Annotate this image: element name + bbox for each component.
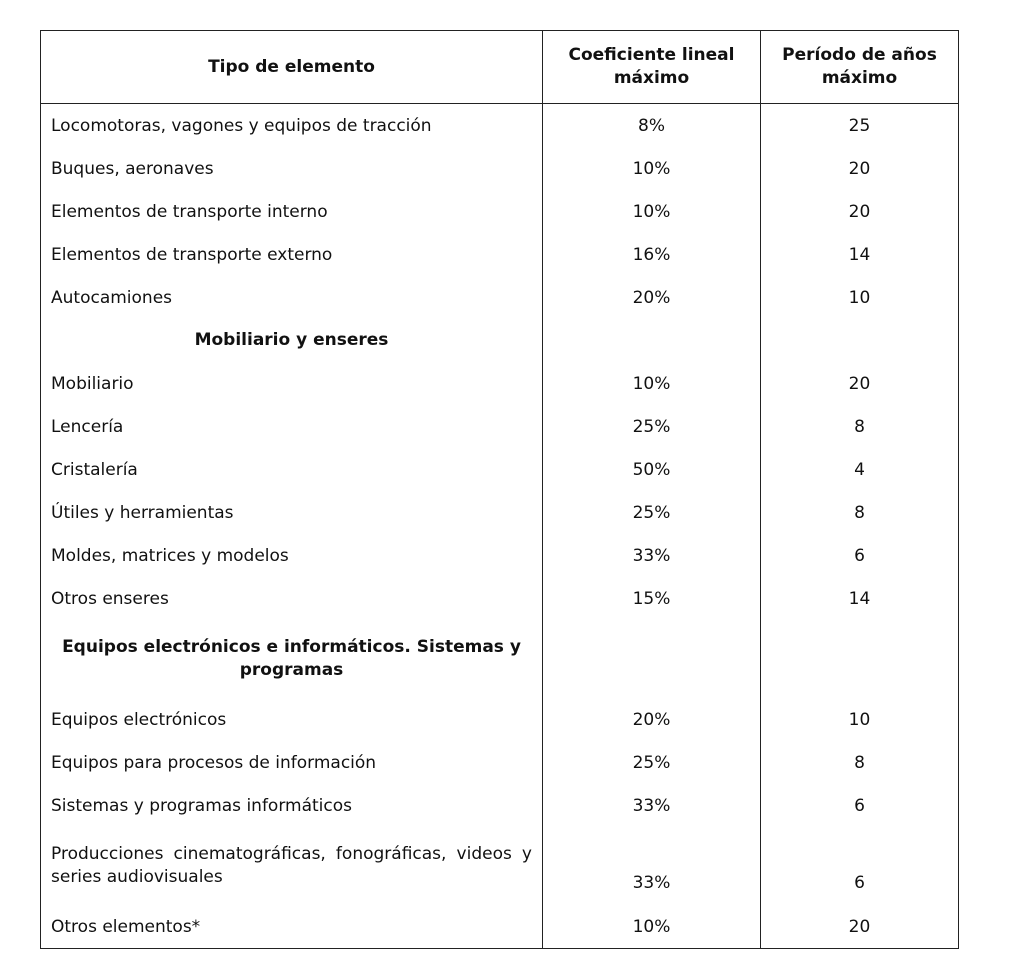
- coefficient-cell: 10%: [543, 190, 761, 233]
- section-empty-cell: [761, 620, 959, 698]
- section-row: [41, 319, 959, 362]
- element-type-cell: Mobiliario: [41, 362, 543, 405]
- years-cell: 20: [761, 190, 959, 233]
- years-cell: 10: [761, 698, 959, 741]
- header-row: [41, 31, 959, 104]
- coefficient-cell: 10%: [543, 905, 761, 949]
- element-type-cell: Equipos para procesos de información: [41, 741, 543, 784]
- table-row: [41, 741, 959, 784]
- depreciation-table-container: [40, 30, 958, 949]
- header-period-line1: Período de años: [782, 45, 937, 65]
- table-row: [41, 698, 959, 741]
- table-row: [41, 534, 959, 577]
- element-type-cell: Lencería: [41, 405, 543, 448]
- section-title: Mobiliario y enseres: [41, 319, 543, 362]
- header-coef-line2: máximo: [613, 68, 690, 88]
- years-cell: 25: [761, 104, 959, 148]
- coefficient-cell: 25%: [543, 405, 761, 448]
- table-row: [41, 784, 959, 827]
- element-type-cell: Sistemas y programas informáticos: [41, 784, 543, 827]
- element-type-cell: Elementos de transporte interno: [41, 190, 543, 233]
- table-row: [41, 233, 959, 276]
- table-row: [41, 905, 959, 949]
- table-row: [41, 491, 959, 534]
- section-empty-cell: [761, 319, 959, 362]
- header-periodo: [761, 31, 959, 104]
- table-row: [41, 147, 959, 190]
- element-type-cell: Útiles y herramientas: [41, 491, 543, 534]
- element-type-cell: Elementos de transporte externo: [41, 233, 543, 276]
- section-empty-cell: [543, 319, 761, 362]
- coefficient-cell: 16%: [543, 233, 761, 276]
- coefficient-cell: 8%: [543, 104, 761, 148]
- element-type-cell: Moldes, matrices y modelos: [41, 534, 543, 577]
- element-type-cell: Buques, aeronaves: [41, 147, 543, 190]
- coefficient-cell: 15%: [543, 577, 761, 620]
- element-type-cell: Otros elementos*: [41, 905, 543, 949]
- years-cell: 20: [761, 147, 959, 190]
- table-row: [41, 448, 959, 491]
- element-type-cell: Cristalería: [41, 448, 543, 491]
- coefficient-cell: 20%: [543, 698, 761, 741]
- years-cell: 4: [761, 448, 959, 491]
- years-cell: 8: [761, 405, 959, 448]
- element-type-cell: Locomotoras, vagones y equipos de tracción: [41, 104, 543, 148]
- years-cell: 6: [761, 784, 959, 827]
- element-type-cell: Equipos electrónicos: [41, 698, 543, 741]
- years-cell: 20: [761, 905, 959, 949]
- coefficient-cell: 25%: [543, 741, 761, 784]
- table-body: [41, 104, 959, 949]
- header-coeficiente: [543, 31, 761, 104]
- element-type-cell: Autocamiones: [41, 276, 543, 319]
- years-cell: 6: [761, 827, 959, 905]
- coefficient-cell: 50%: [543, 448, 761, 491]
- table-row: [41, 190, 959, 233]
- coefficient-cell: 33%: [543, 784, 761, 827]
- coefficient-cell: 25%: [543, 491, 761, 534]
- header-coef-line1: Coeficiente lineal: [568, 45, 735, 65]
- coefficient-cell: 20%: [543, 276, 761, 319]
- years-cell: 8: [761, 741, 959, 784]
- years-cell: 14: [761, 233, 959, 276]
- table-row: [41, 827, 959, 905]
- depreciation-table: [40, 30, 959, 949]
- element-type-cell: Producciones cinematográficas, fonográficas, videos y series audiovisuales: [41, 827, 543, 905]
- header-period-line2: máximo: [821, 68, 898, 88]
- table-row: [41, 104, 959, 148]
- coefficient-cell: 10%: [543, 362, 761, 405]
- coefficient-cell: 10%: [543, 147, 761, 190]
- table-row: [41, 362, 959, 405]
- header-tipo-elemento: [41, 31, 543, 104]
- coefficient-cell: 33%: [543, 827, 761, 905]
- years-cell: 10: [761, 276, 959, 319]
- section-row: [41, 620, 959, 698]
- table-header: [41, 31, 959, 104]
- years-cell: 6: [761, 534, 959, 577]
- section-title: Equipos electrónicos e informáticos. Sistemas y programas: [41, 620, 543, 698]
- coefficient-cell: 33%: [543, 534, 761, 577]
- element-type-cell: Otros enseres: [41, 577, 543, 620]
- section-empty-cell: [543, 620, 761, 698]
- table-row: [41, 405, 959, 448]
- header-tipo-label: Tipo de elemento: [208, 56, 375, 77]
- years-cell: 20: [761, 362, 959, 405]
- years-cell: 14: [761, 577, 959, 620]
- years-cell: 8: [761, 491, 959, 534]
- table-row: [41, 577, 959, 620]
- table-row: [41, 276, 959, 319]
